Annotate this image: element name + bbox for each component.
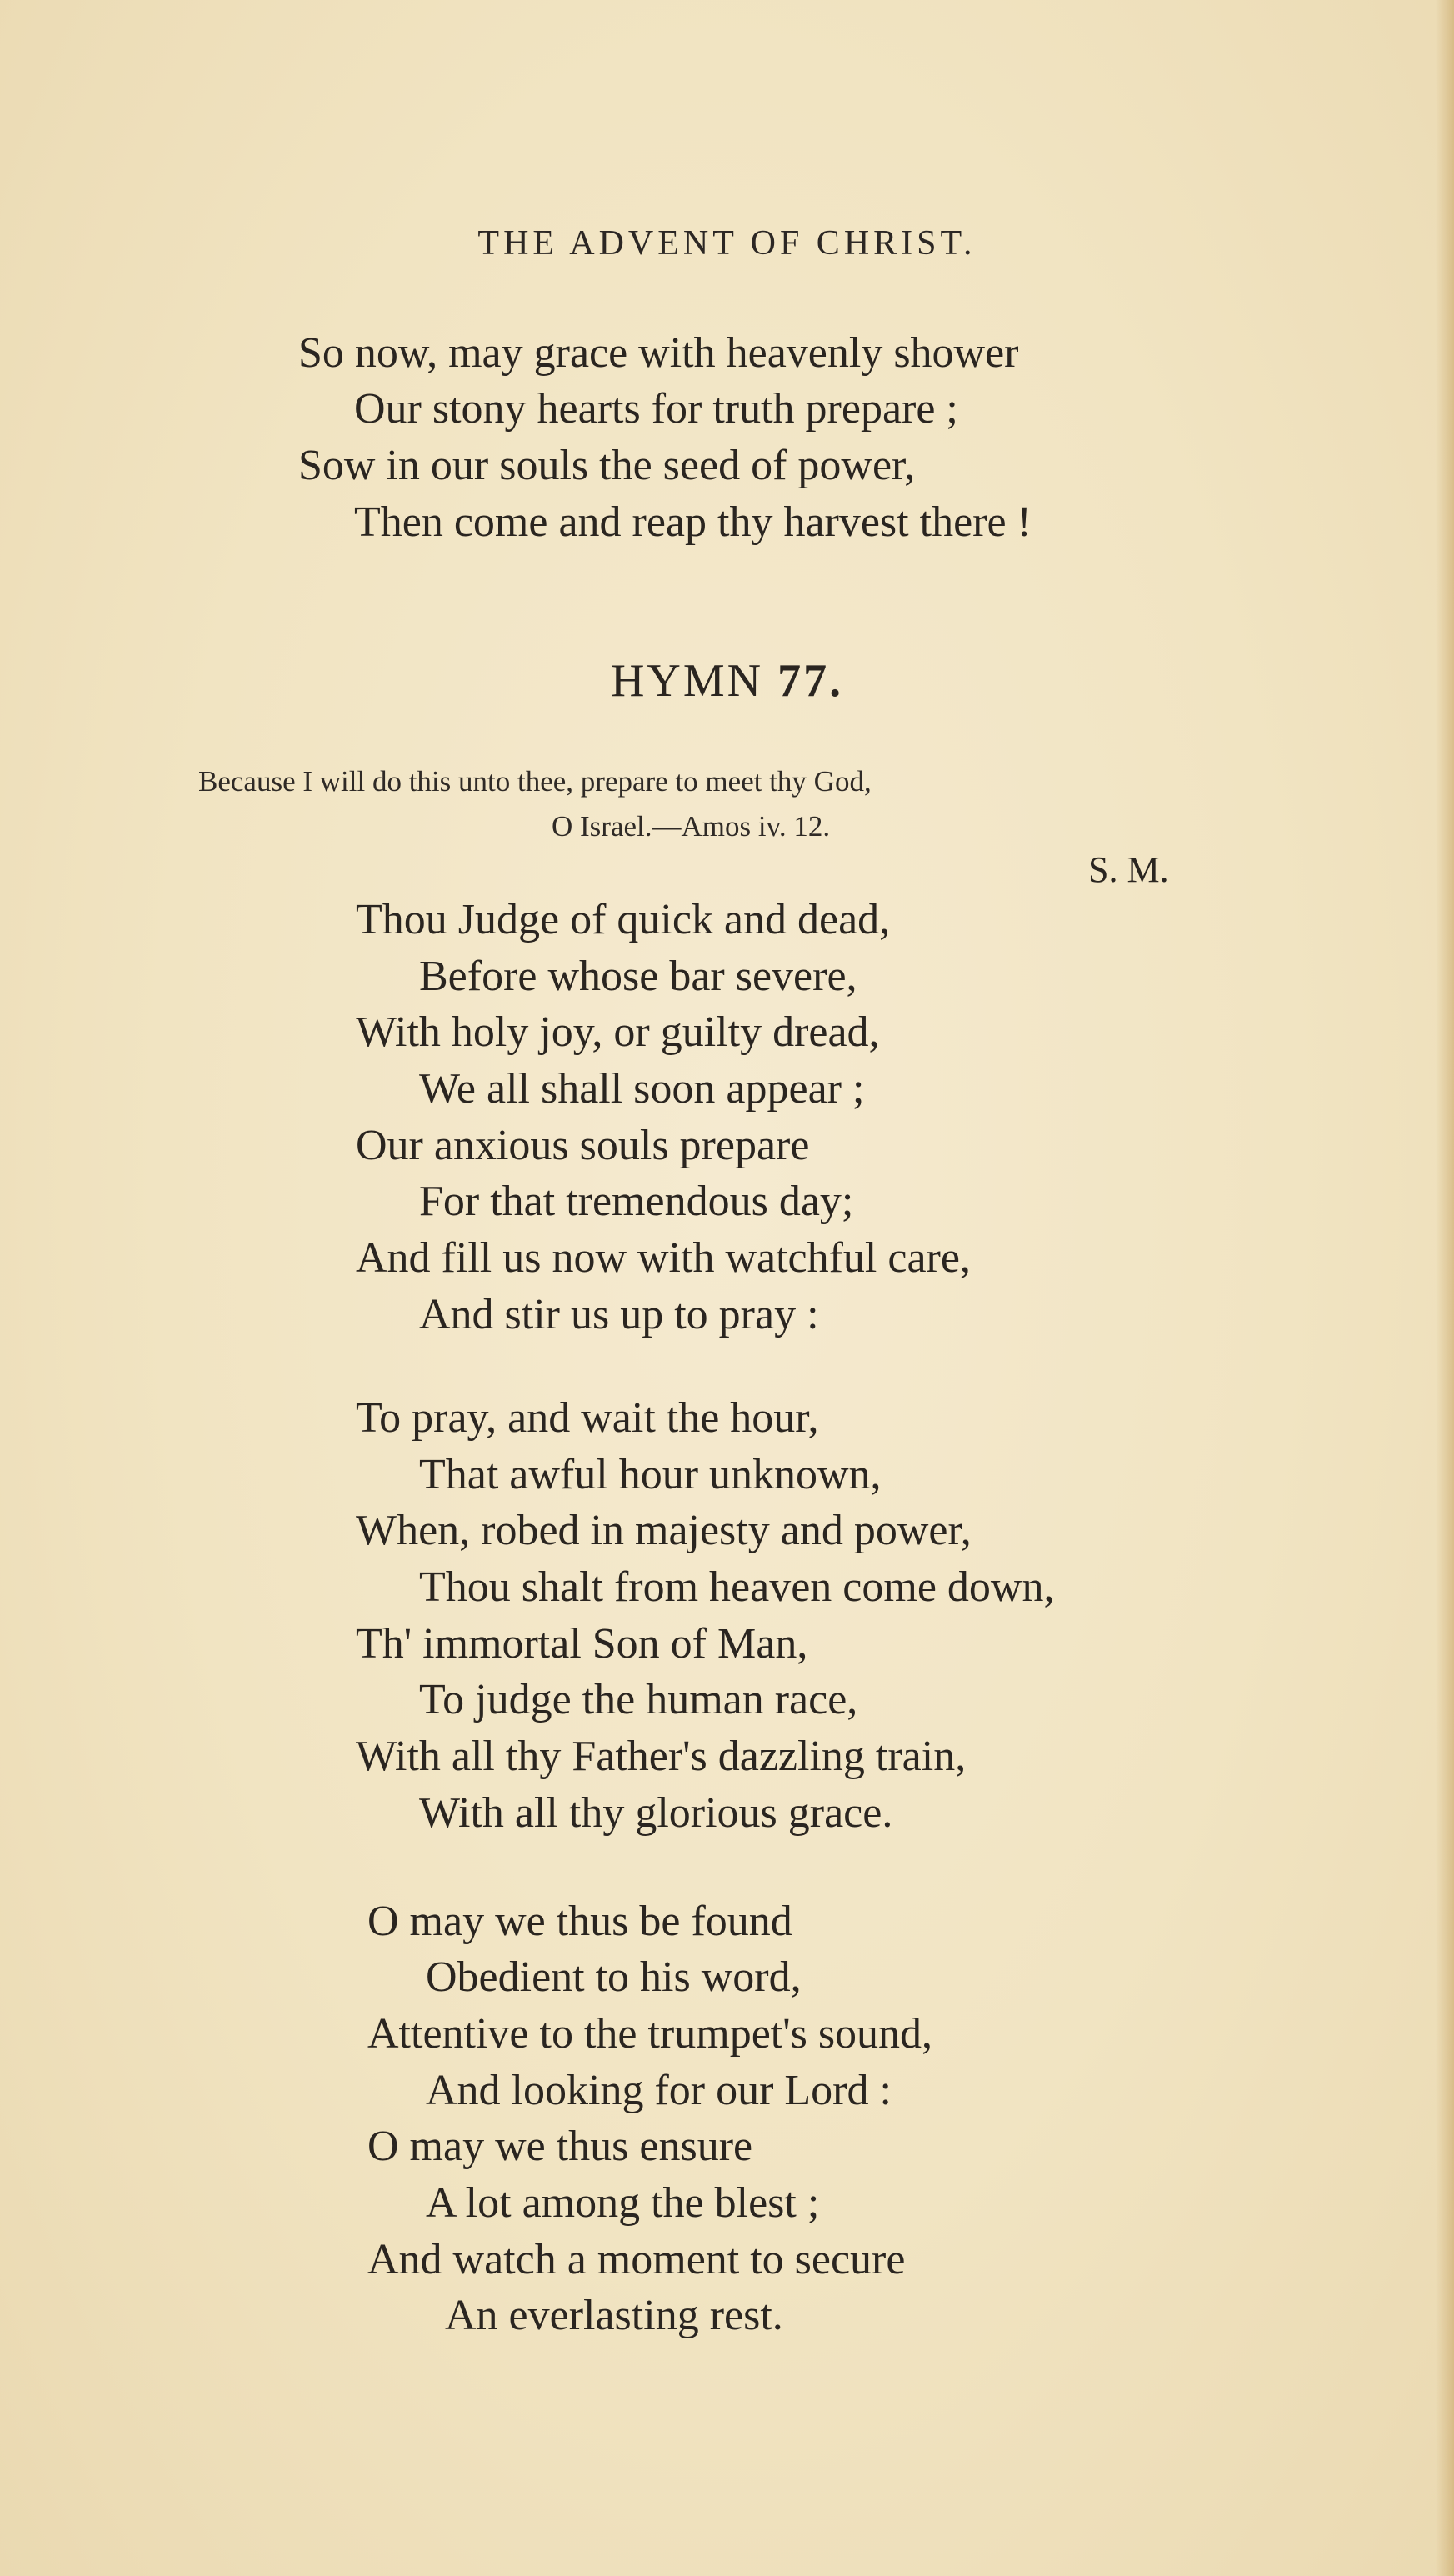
verse-line: With all thy glorious grace. <box>419 1789 893 1837</box>
verse-line: We all shall soon appear ; <box>419 1065 865 1113</box>
verse-line: Then come and reap thy harvest there ! <box>354 498 1032 546</box>
hymn-number: 77. <box>777 655 844 707</box>
verse-line: For that tremendous day; <box>419 1178 854 1225</box>
verse-line: And stir us up to pray : <box>419 1291 819 1338</box>
verse-line: A lot among the blest ; <box>426 2179 820 2227</box>
verse-line: So now, may grace with heavenly shower <box>298 329 1019 377</box>
epigraph-line-1: Because I will do this unto thee, prepare to meet thy God, <box>198 765 872 798</box>
epigraph-line-2: O Israel.—Amos iv. 12. <box>552 810 831 843</box>
verse-line: With all thy Father's dazzling train, <box>356 1733 967 1780</box>
hymn-title <box>0 654 1454 708</box>
verse-line: Attentive to the trumpet's sound, <box>367 2010 933 2058</box>
verse-line: Our anxious souls prepare <box>356 1122 810 1169</box>
verse-line: Th' immortal Son of Man, <box>356 1620 808 1668</box>
verse-line: O may we thus be found <box>367 1898 792 1945</box>
verse-line: And looking for our Lord : <box>426 2067 892 2114</box>
verse-line: That awful hour unknown, <box>419 1451 882 1498</box>
verse-line: Before whose bar severe, <box>419 953 857 1000</box>
verse-line: Obedient to his word, <box>426 1953 802 2001</box>
verse-line: O may we thus ensure <box>367 2123 753 2170</box>
running-head: THE ADVENT OF CHRIST. <box>477 224 977 263</box>
verse-line: To pray, and wait the hour, <box>356 1394 819 1442</box>
page-edge-shadow <box>1436 0 1454 2576</box>
hymn-meter: S. M. <box>1088 849 1169 890</box>
verse-line: And watch a moment to secure <box>367 2236 906 2283</box>
verse-line: An everlasting rest. <box>445 2292 783 2339</box>
verse-line: Our stony hearts for truth prepare ; <box>354 385 958 433</box>
hymn-title-word: HYMN <box>610 655 764 707</box>
verse-line: Sow in our souls the seed of power, <box>298 442 916 489</box>
verse-line: With holy joy, or guilty dread, <box>356 1008 880 1056</box>
verse-line: Thou shalt from heaven come down, <box>419 1563 1055 1611</box>
verse-line: To judge the human race, <box>419 1676 858 1723</box>
verse-line: And fill us now with watchful care, <box>356 1234 971 1282</box>
verse-line: Thou Judge of quick and dead, <box>356 896 891 943</box>
verse-line: When, robed in majesty and power, <box>356 1507 972 1554</box>
